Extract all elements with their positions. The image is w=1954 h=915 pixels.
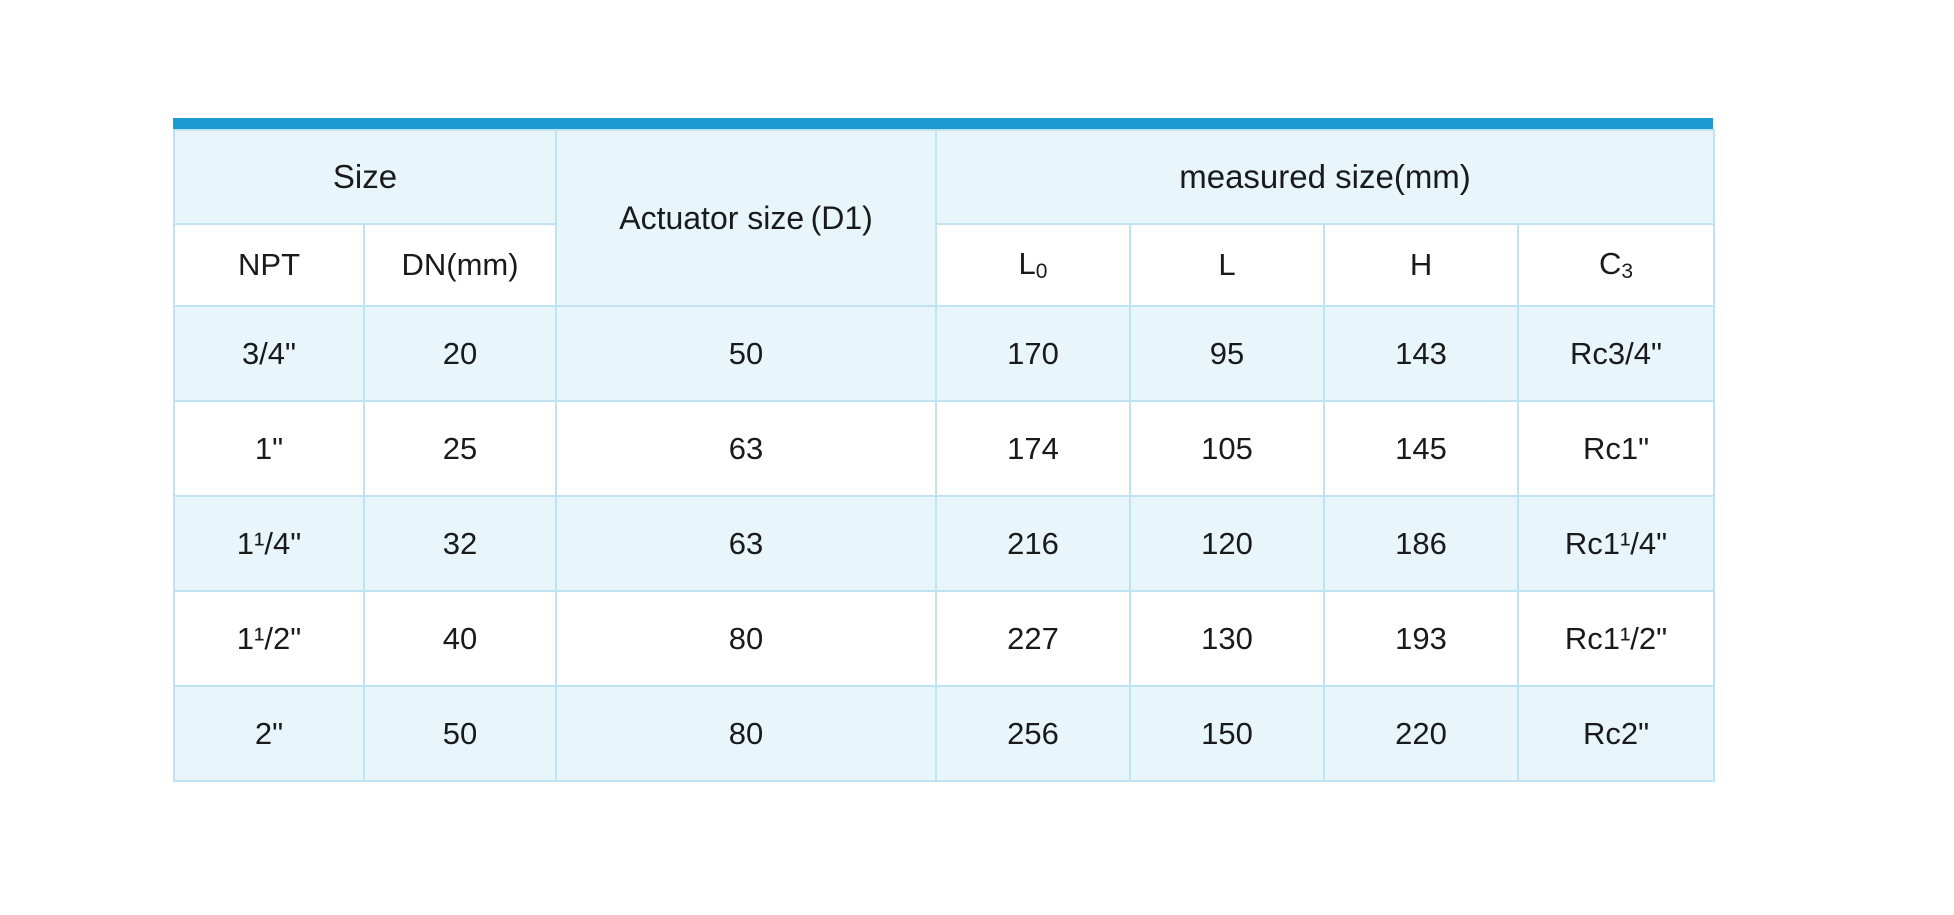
- header-actuator-size: [556, 130, 936, 306]
- header-npt-label: NPT: [238, 247, 300, 282]
- table-group-header-row: [174, 130, 1714, 224]
- header-dn: [364, 224, 556, 306]
- cell-l-value: 130: [1201, 620, 1253, 656]
- cell-l0-value: 170: [1007, 335, 1059, 371]
- header-group-measured-size-label: measured size(mm): [1179, 158, 1471, 195]
- cell-l0: [936, 306, 1130, 401]
- cell-l-value: 120: [1201, 525, 1253, 561]
- cell-l: [1130, 591, 1324, 686]
- table-row: [174, 591, 1714, 686]
- cell-npt-value: 1": [254, 430, 284, 466]
- cell-l0: [936, 686, 1130, 781]
- cell-actuator: [556, 591, 936, 686]
- cell-h-value: 186: [1395, 525, 1447, 561]
- cell-c3: [1518, 496, 1714, 591]
- cell-h: [1324, 591, 1518, 686]
- cell-c3-value: Rc3/4": [1570, 335, 1663, 371]
- cell-l0-value: 227: [1007, 620, 1059, 656]
- header-l-label: L: [1218, 247, 1236, 282]
- cell-c3: [1518, 686, 1714, 781]
- cell-l0-value: 174: [1007, 430, 1059, 466]
- cell-npt-value: 2": [254, 715, 284, 751]
- header-l0-subscript: 0: [1035, 260, 1048, 283]
- cell-l0: [936, 591, 1130, 686]
- cell-actuator-value: 63: [728, 430, 764, 466]
- cell-l-value: 150: [1201, 715, 1253, 751]
- header-group-size-label: Size: [332, 158, 398, 195]
- spec-table-container: [173, 118, 1713, 782]
- cell-actuator-value: 63: [728, 525, 764, 561]
- table-row: [174, 686, 1714, 781]
- cell-dn-value: 40: [442, 620, 478, 656]
- table-row: [174, 496, 1714, 591]
- header-c3: [1518, 224, 1714, 306]
- cell-dn-value: 25: [442, 430, 478, 466]
- cell-npt: [174, 686, 364, 781]
- cell-dn-value: 50: [442, 715, 478, 751]
- header-group-size: [174, 130, 556, 224]
- cell-dn-value: 32: [442, 525, 478, 561]
- cell-actuator: [556, 401, 936, 496]
- cell-actuator-value: 50: [728, 335, 764, 371]
- cell-actuator: [556, 686, 936, 781]
- cell-h: [1324, 306, 1518, 401]
- header-l0-base: L: [1018, 246, 1036, 281]
- cell-h: [1324, 686, 1518, 781]
- cell-npt: [174, 591, 364, 686]
- cell-l0-value: 216: [1007, 525, 1059, 561]
- cell-l: [1130, 306, 1324, 401]
- table-top-accent-bar: [173, 118, 1713, 129]
- table-column-header-row: [174, 224, 1714, 306]
- header-h-label: H: [1409, 247, 1433, 282]
- cell-actuator: [556, 306, 936, 401]
- header-dn-label: DN(mm): [401, 247, 519, 282]
- cell-npt: [174, 306, 364, 401]
- cell-h-value: 143: [1395, 335, 1447, 371]
- cell-npt: [174, 496, 364, 591]
- cell-dn: [364, 496, 556, 591]
- cell-c3: [1518, 401, 1714, 496]
- cell-c3-value: Rc1¹/4": [1564, 525, 1668, 561]
- cell-h-value: 193: [1395, 620, 1447, 656]
- cell-c3-value: Rc2": [1582, 715, 1650, 751]
- header-l: [1130, 224, 1324, 306]
- cell-c3-value: Rc1¹/2": [1564, 620, 1668, 656]
- header-l0: [936, 224, 1130, 306]
- cell-c3: [1518, 591, 1714, 686]
- cell-l0: [936, 401, 1130, 496]
- cell-l0-value: 256: [1007, 715, 1059, 751]
- cell-dn: [364, 306, 556, 401]
- header-c3-base: C: [1598, 246, 1622, 281]
- cell-l-value: 105: [1201, 430, 1253, 466]
- cell-c3: [1518, 306, 1714, 401]
- cell-npt-value: 3/4": [241, 335, 297, 371]
- cell-npt: [174, 401, 364, 496]
- cell-dn-value: 20: [442, 335, 478, 371]
- header-group-measured-size: [936, 130, 1714, 224]
- cell-npt-value: 1¹/2": [236, 620, 302, 656]
- cell-npt-value: 1¹/4": [236, 525, 302, 561]
- cell-dn: [364, 591, 556, 686]
- cell-dn: [364, 686, 556, 781]
- header-c3-subscript: 3: [1621, 260, 1634, 283]
- cell-dn: [364, 401, 556, 496]
- cell-h-value: 145: [1395, 430, 1447, 466]
- cell-h: [1324, 401, 1518, 496]
- cell-actuator-value: 80: [728, 715, 764, 751]
- header-h: [1324, 224, 1518, 306]
- cell-actuator-value: 80: [728, 620, 764, 656]
- header-npt: [174, 224, 364, 306]
- cell-actuator: [556, 496, 936, 591]
- cell-l-value: 95: [1209, 335, 1245, 371]
- cell-l0: [936, 496, 1130, 591]
- table-row: [174, 401, 1714, 496]
- cell-l: [1130, 496, 1324, 591]
- cell-l: [1130, 686, 1324, 781]
- cell-h-value: 220: [1395, 715, 1447, 751]
- specification-table: [173, 129, 1715, 782]
- cell-c3-value: Rc1": [1582, 430, 1650, 466]
- header-actuator-size-label: Actuator size (D1): [619, 199, 873, 236]
- cell-l: [1130, 401, 1324, 496]
- table-row: [174, 306, 1714, 401]
- cell-h: [1324, 496, 1518, 591]
